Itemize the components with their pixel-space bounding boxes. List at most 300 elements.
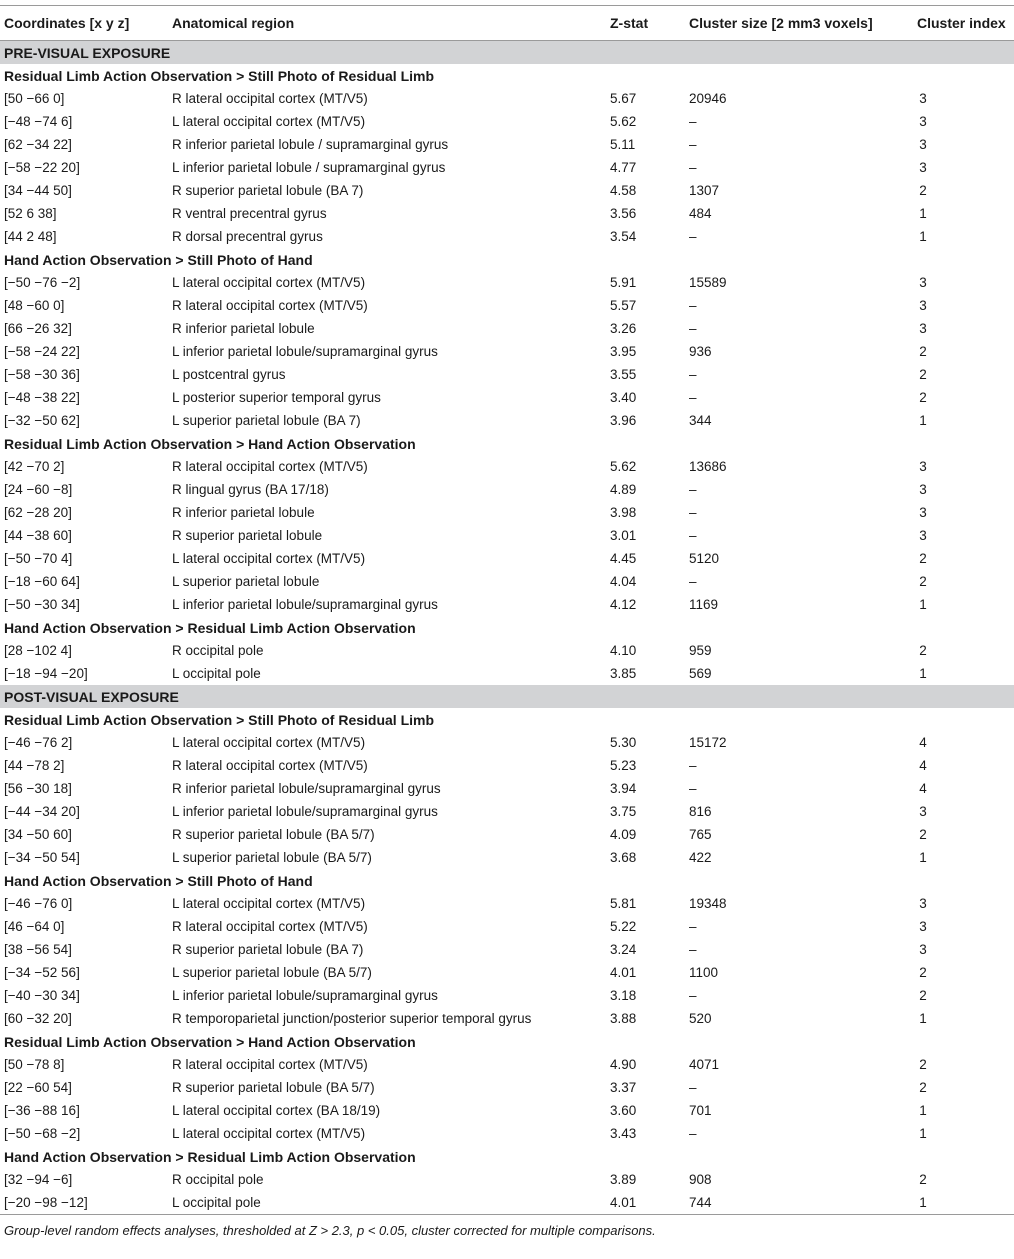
region-cell: L lateral occipital cortex (MT/V5) [172,551,366,566]
cluster-index-value: 2 [919,574,927,589]
table-row [0,409,1014,432]
table-row [0,823,1014,846]
cluster-index-cell [917,206,1014,221]
cluster-size-cell: 936 [689,344,712,359]
table-row [0,1076,1014,1099]
cluster-size-cell: 765 [689,827,712,842]
region-cell: L inferior parietal lobule/supramarginal gyrus [172,804,438,819]
cluster-index-value: 3 [919,919,927,934]
table-row [0,156,1014,179]
zstat-cell: 3.98 [610,505,637,520]
table-row [0,662,1014,685]
coordinates-cell: [−32 −50 62] [4,413,80,428]
cluster-index-value: 1 [919,1103,927,1118]
cluster-size-cell: 816 [689,804,712,819]
table-row [0,340,1014,363]
coordinates-cell: [−34 −52 56] [4,965,80,980]
cluster-size-cell: – [689,114,697,129]
coordinates-cell: [44 2 48] [4,229,57,244]
cluster-size-cell: – [689,942,697,957]
cluster-index-cell [917,1172,1014,1187]
region-cell: L superior parietal lobule (BA 5/7) [172,850,372,865]
cluster-index-cell [917,344,1014,359]
cluster-index-cell [917,229,1014,244]
cluster-index-value: 3 [919,942,927,957]
coordinates-cell: [−50 −68 −2] [4,1126,81,1141]
cluster-index-value: 2 [919,390,927,405]
zstat-cell: 5.57 [610,298,637,313]
region-cell: L lateral occipital cortex (MT/V5) [172,114,366,129]
cluster-size-cell: – [689,505,697,520]
cluster-index-value: 3 [919,160,927,175]
table-row [0,455,1014,478]
contrast-heading: Hand Action Observation > Residual Limb Action Observation [4,619,416,636]
cluster-index-value: 2 [919,1080,927,1095]
cluster-index-value: 3 [919,505,927,520]
coordinates-cell: [−18 −94 −20] [4,666,88,681]
zstat-cell: 4.45 [610,551,637,566]
cluster-index-cell [917,597,1014,612]
coordinates-cell: [62 −34 22] [4,137,72,152]
table-row [0,547,1014,570]
table-row [0,501,1014,524]
cluster-index-value: 2 [919,551,927,566]
coordinates-cell: [42 −70 2] [4,459,65,474]
region-cell: R superior parietal lobule (BA 5/7) [172,827,375,842]
cluster-size-cell: 744 [689,1195,712,1210]
table-row [0,317,1014,340]
zstat-cell: 4.10 [610,643,637,658]
table-header-row [0,6,1014,41]
cluster-size-cell: – [689,1080,697,1095]
zstat-cell: 3.18 [610,988,637,1003]
cluster-index-cell [917,666,1014,681]
region-cell: R occipital pole [172,643,264,658]
table-row [0,524,1014,547]
table-row [0,777,1014,800]
region-cell: L inferior parietal lobule/supramarginal gyrus [172,988,438,1003]
cluster-index-value: 2 [919,643,927,658]
region-cell: L superior parietal lobule [172,574,320,589]
cluster-size-cell: 701 [689,1103,712,1118]
table-row [0,133,1014,156]
zstat-cell: 4.04 [610,574,637,589]
zstat-cell: 5.62 [610,459,637,474]
table-row [0,202,1014,225]
zstat-cell: 3.55 [610,367,637,382]
table-row [0,478,1014,501]
cluster-index-cell [917,367,1014,382]
region-cell: L occipital pole [172,666,261,681]
table-row [0,846,1014,869]
region-cell: L inferior parietal lobule/supramarginal gyrus [172,344,438,359]
cluster-size-cell: – [689,919,697,934]
cluster-size-cell: 15589 [689,275,727,290]
region-cell: R superior parietal lobule (BA 7) [172,942,364,957]
cluster-index-cell [917,896,1014,911]
zstat-cell: 4.58 [610,183,637,198]
cluster-index-value: 3 [919,528,927,543]
cluster-index-value: 3 [919,482,927,497]
cluster-size-cell: 4071 [689,1057,720,1072]
table-row [0,800,1014,823]
table-row [0,1191,1014,1214]
coordinates-cell: [−50 −30 34] [4,597,80,612]
zstat-cell: 5.22 [610,919,637,934]
cluster-size-cell: 1307 [689,183,720,198]
coordinates-cell: [−36 −88 16] [4,1103,80,1118]
cluster-size-cell: 484 [689,206,712,221]
region-cell: R lateral occipital cortex (MT/V5) [172,459,368,474]
zstat-cell: 3.94 [610,781,637,796]
cluster-index-value: 3 [919,137,927,152]
table-row [0,570,1014,593]
coordinates-cell: [46 −64 0] [4,919,65,934]
zstat-cell: 5.67 [610,91,637,106]
region-cell: R inferior parietal lobule/supramarginal gyrus [172,781,441,796]
region-cell: R inferior parietal lobule [172,505,315,520]
table-row [0,294,1014,317]
cluster-index-cell [917,1057,1014,1072]
cluster-index-cell [917,482,1014,497]
zstat-cell: 3.56 [610,206,637,221]
coordinates-cell: [24 −60 −8] [4,482,73,497]
header-region: Anatomical region [172,15,295,31]
coordinates-cell: [−50 −76 −2] [4,275,81,290]
coordinates-cell: [−44 −34 20] [4,804,80,819]
coordinates-cell: [−18 −60 64] [4,574,80,589]
region-cell: R dorsal precentral gyrus [172,229,323,244]
region-cell: L lateral occipital cortex (MT/V5) [172,735,366,750]
region-cell: R lateral occipital cortex (MT/V5) [172,91,368,106]
cluster-size-cell: 908 [689,1172,712,1187]
cluster-size-cell: 13686 [689,459,727,474]
table-bottom-rule [0,1214,1014,1215]
cluster-index-cell [917,965,1014,980]
zstat-cell: 3.85 [610,666,637,681]
cluster-index-cell [917,781,1014,796]
cluster-index-value: 4 [919,781,927,796]
table-row [0,110,1014,133]
contrast-heading: Residual Limb Action Observation > Still Photo of Residual Limb [4,67,435,84]
region-cell: R superior parietal lobule (BA 7) [172,183,364,198]
zstat-cell: 3.75 [610,804,637,819]
cluster-index-cell [917,183,1014,198]
contrast-heading: Hand Action Observation > Residual Limb Action Observation [4,1148,416,1165]
cluster-index-cell [917,160,1014,175]
region-cell: L lateral occipital cortex (BA 18/19) [172,1103,381,1118]
region-cell: R inferior parietal lobule [172,321,315,336]
results-table [0,5,1014,1238]
table-row [0,731,1014,754]
region-cell: R lateral occipital cortex (MT/V5) [172,758,368,773]
zstat-cell: 4.12 [610,597,637,612]
coordinates-cell: [−46 −76 2] [4,735,73,750]
table-row [0,1007,1014,1030]
contrast-heading: Residual Limb Action Observation > Hand Action Observation [4,435,416,452]
zstat-cell: 5.62 [610,114,637,129]
cluster-index-value: 2 [919,367,927,382]
cluster-size-cell: 520 [689,1011,712,1026]
cluster-size-cell: 20946 [689,91,727,106]
coordinates-cell: [−20 −98 −12] [4,1195,88,1210]
cluster-index-value: 3 [919,896,927,911]
zstat-cell: 4.90 [610,1057,637,1072]
table-row [0,225,1014,248]
cluster-size-cell: 5120 [689,551,720,566]
cluster-index-cell [917,390,1014,405]
section-heading: POST-VISUAL EXPOSURE [0,685,1014,708]
cluster-index-value: 3 [919,804,927,819]
region-cell: L occipital pole [172,1195,261,1210]
cluster-index-cell [917,574,1014,589]
coordinates-cell: [22 −60 54] [4,1080,72,1095]
zstat-cell: 3.96 [610,413,637,428]
cluster-index-value: 1 [919,1126,927,1141]
coordinates-cell: [56 −30 18] [4,781,72,796]
coordinates-cell: [−34 −50 54] [4,850,80,865]
contrast-heading: Hand Action Observation > Still Photo of Hand [4,872,313,889]
cluster-index-cell [917,275,1014,290]
cluster-index-cell [917,528,1014,543]
contrast-heading: Residual Limb Action Observation > Hand Action Observation [4,1033,416,1050]
zstat-cell: 3.95 [610,344,637,359]
region-cell: R superior parietal lobule (BA 5/7) [172,1080,375,1095]
header-cluster-size: Cluster size [2 mm3 voxels] [689,15,873,31]
cluster-index-value: 3 [919,459,927,474]
cluster-index-cell [917,91,1014,106]
cluster-index-value: 1 [919,229,927,244]
table-row [0,1122,1014,1145]
coordinates-cell: [62 −28 20] [4,505,72,520]
coordinates-cell: [−48 −38 22] [4,390,80,405]
cluster-index-value: 2 [919,1172,927,1187]
table-row [0,961,1014,984]
cluster-index-cell [917,137,1014,152]
cluster-size-cell: 1169 [689,597,719,612]
region-cell: R ventral precentral gyrus [172,206,327,221]
zstat-cell: 4.77 [610,160,637,175]
region-cell: R inferior parietal lobule / supramarginal gyrus [172,137,449,152]
region-cell: R lateral occipital cortex (MT/V5) [172,298,368,313]
region-cell: L superior parietal lobule (BA 7) [172,413,361,428]
table-row [0,179,1014,202]
zstat-cell: 4.01 [610,1195,637,1210]
table-row [0,639,1014,662]
cluster-index-value: 3 [919,321,927,336]
cluster-index-value: 1 [919,666,927,681]
coordinates-cell: [−58 −24 22] [4,344,80,359]
region-cell: R superior parietal lobule [172,528,323,543]
region-cell: L inferior parietal lobule / supramarginal gyrus [172,160,446,175]
coordinates-cell: [44 −78 2] [4,758,65,773]
cluster-size-cell: – [689,137,697,152]
cluster-size-cell: – [689,758,697,773]
table-row [0,1053,1014,1076]
zstat-cell: 5.11 [610,137,636,152]
table-row [0,938,1014,961]
contrast-heading: Hand Action Observation > Still Photo of Hand [4,251,313,268]
coordinates-cell: [52 6 38] [4,206,57,221]
coordinates-cell: [34 −50 60] [4,827,72,842]
cluster-index-value: 1 [919,206,927,221]
coordinates-cell: [−50 −70 4] [4,551,73,566]
table-row [0,593,1014,616]
table-row [0,271,1014,294]
cluster-size-cell: – [689,988,697,1003]
cluster-index-value: 3 [919,275,927,290]
cluster-index-cell [917,758,1014,773]
region-cell: L inferior parietal lobule/supramarginal gyrus [172,597,438,612]
header-zstat: Z-stat [610,15,649,31]
cluster-index-value: 1 [919,413,927,428]
cluster-index-value: 3 [919,298,927,313]
cluster-size-cell: – [689,367,697,382]
header-cluster-index: Cluster index [917,15,1006,31]
zstat-cell: 4.01 [610,965,637,980]
cluster-index-cell [917,1103,1014,1118]
zstat-cell: 4.89 [610,482,637,497]
cluster-index-cell [917,1080,1014,1095]
zstat-cell: 3.89 [610,1172,637,1187]
cluster-size-cell: – [689,390,697,405]
cluster-index-cell [917,413,1014,428]
coordinates-cell: [32 −94 −6] [4,1172,73,1187]
cluster-index-cell [917,505,1014,520]
coordinates-cell: [60 −32 20] [4,1011,72,1026]
cluster-index-cell [917,1011,1014,1026]
zstat-cell: 5.30 [610,735,637,750]
cluster-index-cell [917,942,1014,957]
coordinates-cell: [44 −38 60] [4,528,72,543]
table-row [0,87,1014,110]
cluster-index-cell [917,850,1014,865]
cluster-size-cell: 344 [689,413,712,428]
coordinates-cell: [50 −66 0] [4,91,65,106]
cluster-index-value: 1 [919,597,927,612]
zstat-cell: 3.40 [610,390,637,405]
coordinates-cell: [−48 −74 6] [4,114,73,129]
header-coordinates: Coordinates [x y z] [4,15,130,31]
cluster-index-value: 2 [919,344,927,359]
table-row [0,915,1014,938]
cluster-index-value: 1 [919,1011,927,1026]
zstat-cell: 5.23 [610,758,637,773]
region-cell: R lateral occipital cortex (MT/V5) [172,919,368,934]
coordinates-cell: [34 −44 50] [4,183,72,198]
cluster-index-cell [917,735,1014,750]
region-cell: L superior parietal lobule (BA 5/7) [172,965,372,980]
cluster-size-cell: 19348 [689,896,727,911]
zstat-cell: 4.09 [610,827,637,842]
region-cell: R temporoparietal junction/posterior superior temporal gyrus [172,1011,532,1026]
coordinates-cell: [50 −78 8] [4,1057,65,1072]
region-cell: R lateral occipital cortex (MT/V5) [172,1057,368,1072]
table-row [0,363,1014,386]
cluster-index-cell [917,643,1014,658]
cluster-size-cell: 15172 [689,735,727,750]
cluster-index-value: 1 [919,850,927,865]
cluster-index-cell [917,114,1014,129]
cluster-size-cell: – [689,1126,697,1141]
coordinates-cell: [66 −26 32] [4,321,72,336]
zstat-cell: 3.43 [610,1126,637,1141]
coordinates-cell: [−58 −30 36] [4,367,80,382]
cluster-index-cell [917,988,1014,1003]
cluster-size-cell: – [689,574,697,589]
coordinates-cell: [28 −102 4] [4,643,72,658]
section-heading: PRE-VISUAL EXPOSURE [0,41,1014,64]
zstat-cell: 3.26 [610,321,637,336]
cluster-index-value: 2 [919,1057,927,1072]
cluster-index-value: 2 [919,183,927,198]
cluster-index-cell [917,919,1014,934]
cluster-index-value: 4 [919,735,927,750]
cluster-index-value: 2 [919,965,927,980]
cluster-index-cell [917,804,1014,819]
cluster-size-cell: 1100 [689,965,719,980]
cluster-index-cell [917,1126,1014,1141]
region-cell: R occipital pole [172,1172,264,1187]
cluster-index-cell [917,459,1014,474]
zstat-cell: 3.24 [610,942,637,957]
cluster-size-cell: 959 [689,643,712,658]
table-row [0,984,1014,1007]
cluster-index-cell [917,321,1014,336]
region-cell: L posterior superior temporal gyrus [172,390,381,405]
cluster-index-value: 2 [919,827,927,842]
coordinates-cell: [38 −56 54] [4,942,72,957]
cluster-index-cell [917,827,1014,842]
coordinates-cell: [−46 −76 0] [4,896,73,911]
zstat-cell: 5.91 [610,275,637,290]
cluster-index-cell [917,551,1014,566]
cluster-index-value: 3 [919,91,927,106]
cluster-size-cell: 569 [689,666,712,681]
cluster-index-cell [917,1195,1014,1210]
cluster-size-cell: – [689,321,697,336]
zstat-cell: 3.88 [610,1011,637,1026]
zstat-cell: 3.37 [610,1080,637,1095]
cluster-index-value: 2 [919,988,927,1003]
cluster-index-value: 1 [919,1195,927,1210]
table-row [0,754,1014,777]
zstat-cell: 3.54 [610,229,637,244]
coordinates-cell: [−40 −30 34] [4,988,80,1003]
cluster-index-value: 3 [919,114,927,129]
zstat-cell: 3.01 [610,528,637,543]
cluster-size-cell: – [689,229,697,244]
zstat-cell: 5.81 [610,896,637,911]
cluster-index-cell [917,298,1014,313]
table-body [0,41,1014,1214]
region-cell: L lateral occipital cortex (MT/V5) [172,1126,366,1141]
cluster-size-cell: – [689,528,697,543]
zstat-cell: 3.60 [610,1103,637,1118]
coordinates-cell: [48 −60 0] [4,298,65,313]
cluster-size-cell: – [689,482,697,497]
region-cell: L postcentral gyrus [172,367,286,382]
cluster-size-cell: – [689,781,697,796]
table-row [0,1168,1014,1191]
cluster-size-cell: 422 [689,850,712,865]
zstat-cell: 3.68 [610,850,637,865]
table-row [0,1099,1014,1122]
region-cell: R lingual gyrus (BA 17/18) [172,482,329,497]
cluster-size-cell: – [689,160,697,175]
region-cell: L lateral occipital cortex (MT/V5) [172,896,366,911]
region-cell: L lateral occipital cortex (MT/V5) [172,275,366,290]
